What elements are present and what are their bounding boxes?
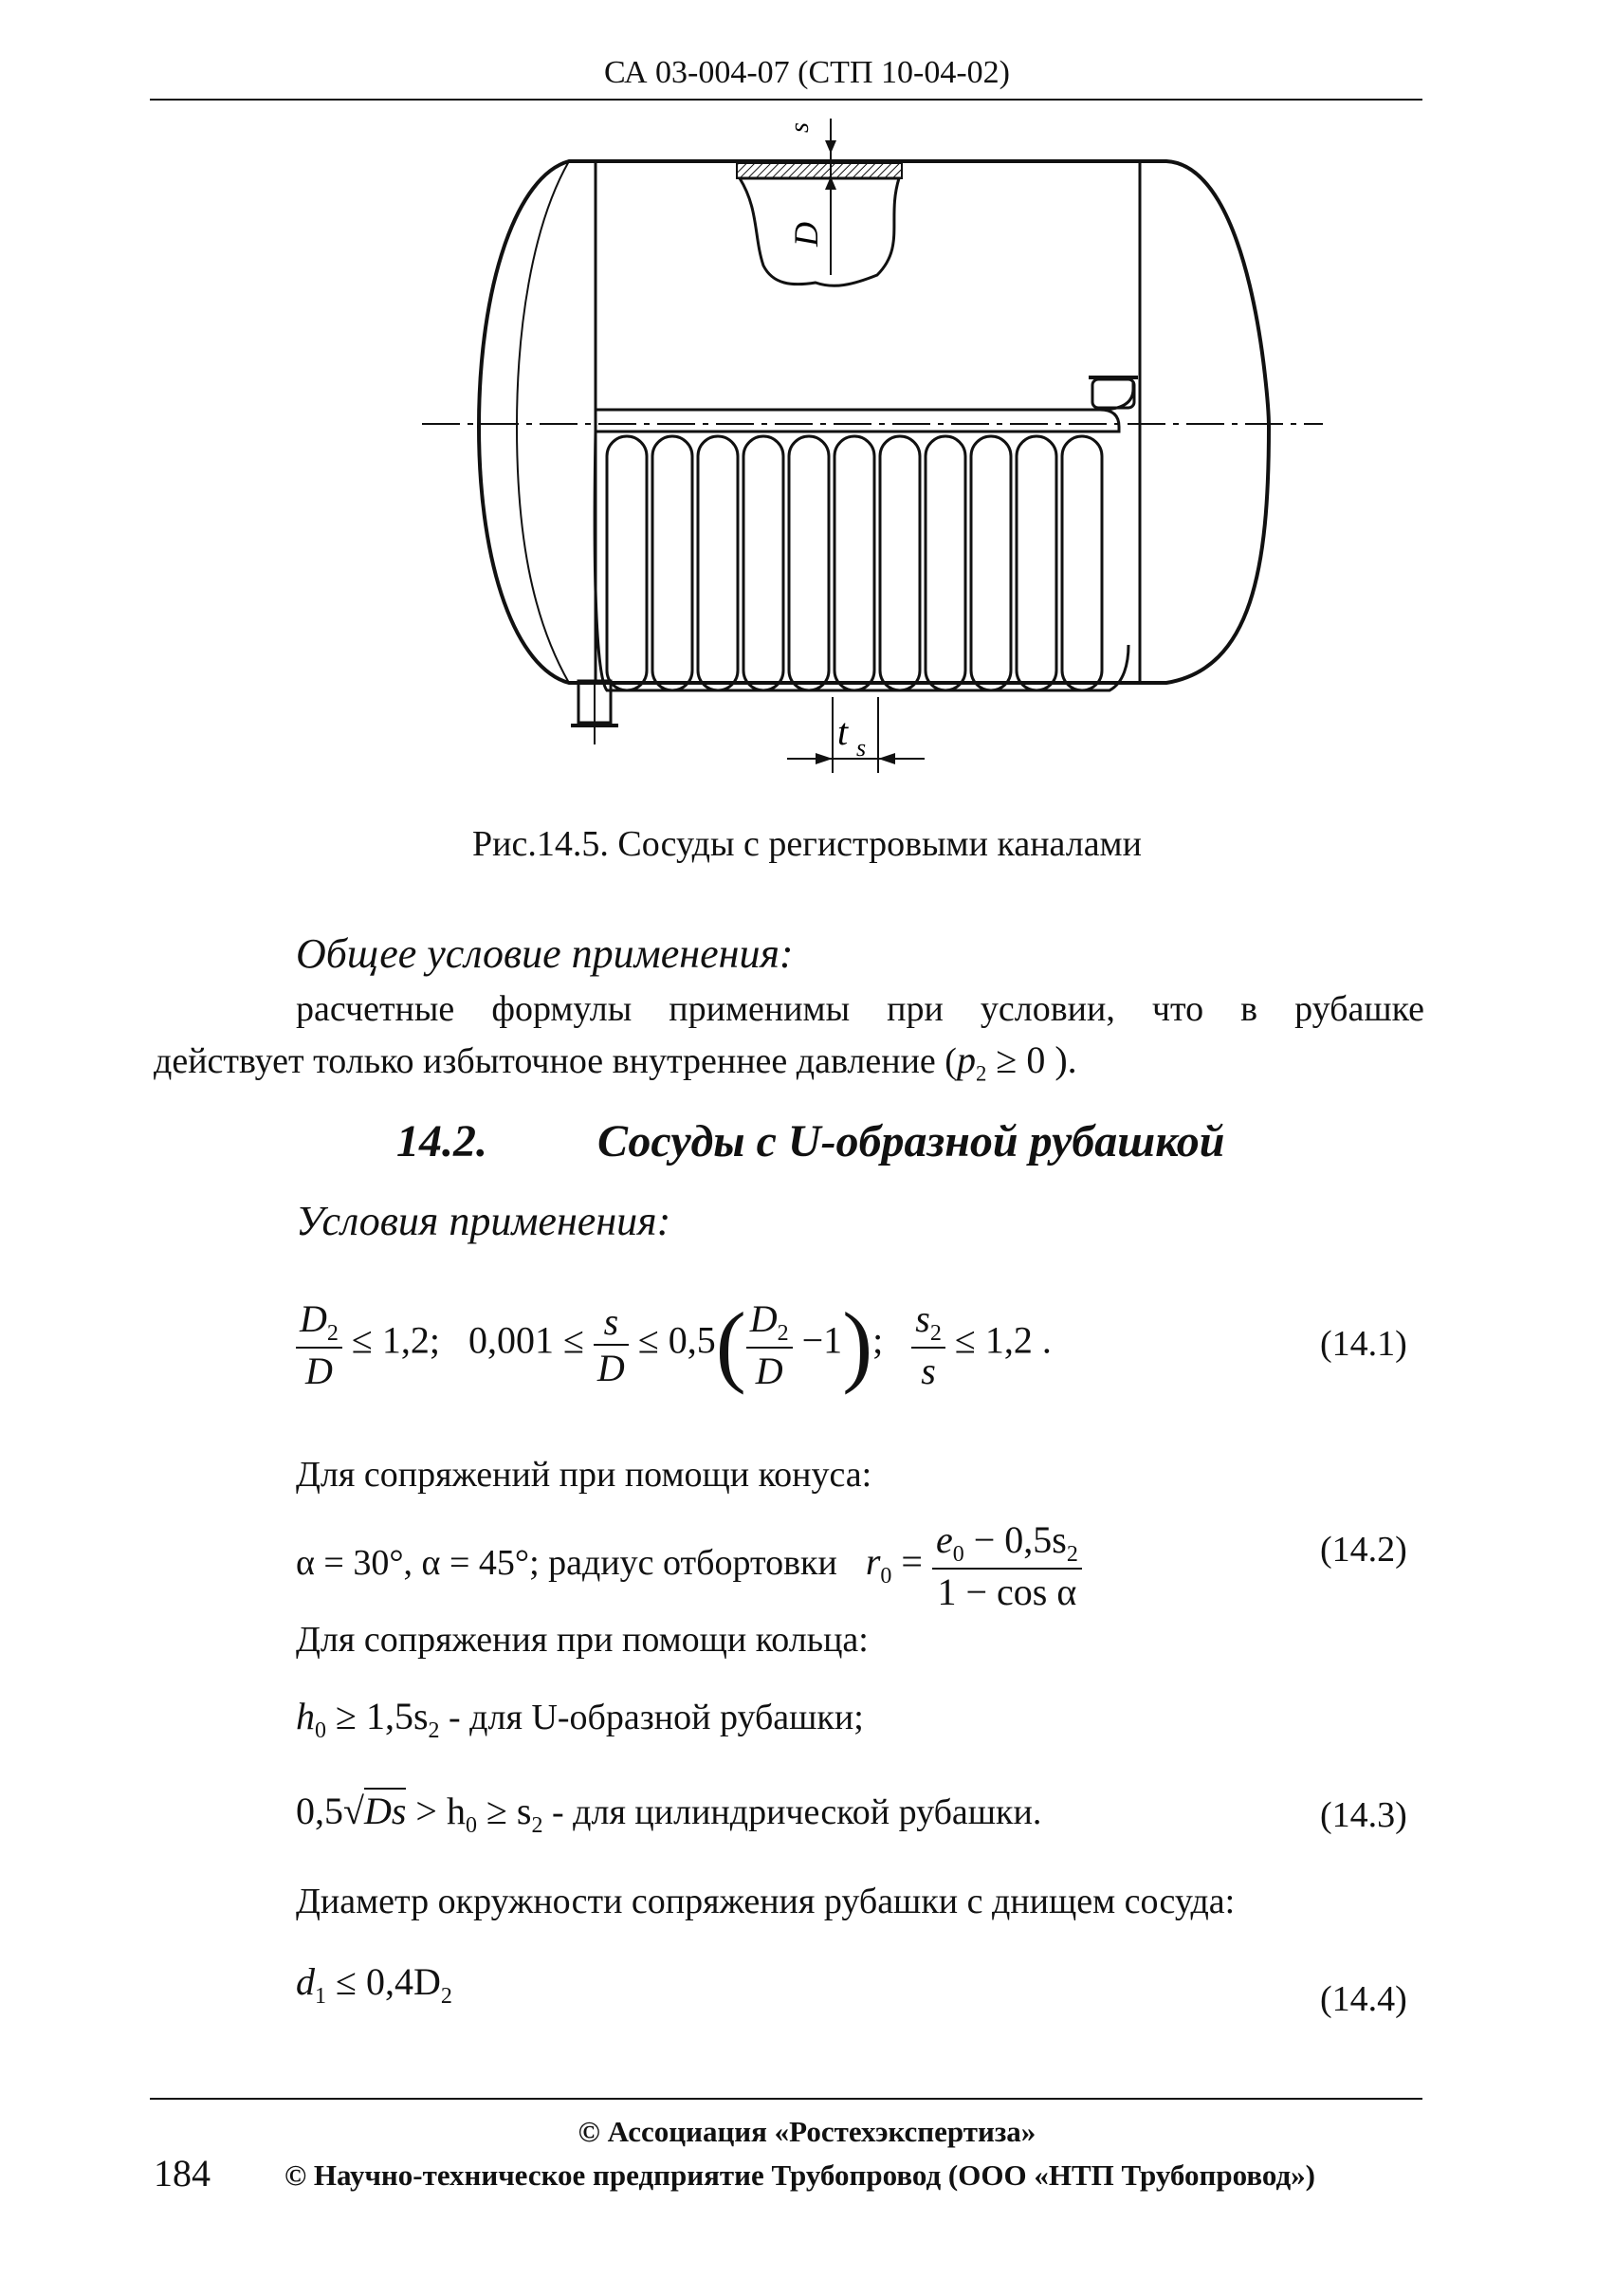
frac-s-D: $\frac{s}{D}$	[594, 1299, 629, 1390]
eq-number-14-3: (14.3)	[1320, 1795, 1407, 1835]
general-heading: Общее условие применения:	[296, 930, 794, 977]
ts-label: t	[837, 710, 849, 753]
register-channels	[571, 377, 1138, 744]
diam-heading: Диаметр окружности сопряжения рубашки с днищем сосуда:	[296, 1882, 1236, 1921]
ts-label-sub: s	[856, 734, 867, 762]
eq-number-14-4: (14.4)	[1320, 1979, 1407, 2019]
general-text-2-main: действует только избыточное внутреннее давление (	[154, 1041, 957, 1081]
general-text-1: расчетные формулы применимы при условии, что в рубашке	[296, 989, 1424, 1029]
conditions-heading: Условия применения:	[296, 1198, 671, 1244]
ring-line-1: $h_0 \ge 1,5s_2$ - для U-образной рубашки;	[296, 1695, 864, 1743]
equation-14-2: α = 30°, α = 45°; радиус отбортовки $r_0$ = $\frac{e_0 - 0,5s_2}{\text{1 − cos α}}$	[296, 1517, 1082, 1614]
section-title: Сосуды с U-образной рубашкой	[597, 1116, 1225, 1166]
p2-sub: 2	[975, 1061, 987, 1086]
frac-s2-s: $\frac{s_2}{s}$	[911, 1296, 945, 1393]
eq-number-14-1: (14.1)	[1320, 1324, 1407, 1364]
page-number: 184	[154, 2152, 211, 2195]
general-text-2	[154, 1035, 1077, 1100]
ring-heading: Для сопряжения при помощи кольца:	[296, 1620, 869, 1660]
equation-14-4: $d_1 \le 0,4D_2$	[296, 1960, 452, 2009]
section-number: 14.2.	[396, 1116, 487, 1166]
frac-r0: $\frac{e_0 - 0,5s_2}{\text{1 − cos α}}$	[932, 1517, 1082, 1614]
hatched-plate	[737, 163, 902, 178]
footer-line-2: © Научно-техническое предприятие Трубопровод (ООО «НТП Трубопровод»)	[284, 2158, 1315, 2192]
running-header: СА 03-004-07 (СТП 10-04-02)	[604, 55, 1010, 90]
footer-line-1: © Ассоциация «Ростехэкспертиза»	[578, 2115, 1036, 2148]
eq-number-14-2: (14.2)	[1320, 1530, 1407, 1570]
frac-D2-D: $\frac{D_2}{D}$	[296, 1296, 342, 1393]
equation-14-1: $\frac{D_2}{D}$ ≤ 1,2; 0,001 ≤ $\frac{s}{D}$ ≤ 0,5( $\frac{D_2}{D}$ −1); $\frac{s_2}{s}$ ≤ 1,2 .	[296, 1292, 1052, 1397]
frac-D2-D-2: $\frac{D_2}{D}$	[746, 1296, 793, 1393]
cone-heading: Для сопряжений при помощи конуса:	[296, 1455, 872, 1495]
ring-line-2: $0,5√Ds > h_0 \ge s_2$ - для цилиндрической рубашки.	[296, 1790, 1042, 1838]
p2-cond: ≥ 0 ).	[986, 1038, 1077, 1081]
footer-rule	[150, 2098, 1422, 2100]
s-label: s	[785, 122, 815, 133]
vessel-drawing	[0, 0, 1614, 816]
figure-caption: Рис.14.5. Сосуды с регистровыми каналами	[472, 824, 1142, 864]
p2-symbol: p	[956, 1038, 976, 1081]
D-label: D	[787, 222, 825, 247]
